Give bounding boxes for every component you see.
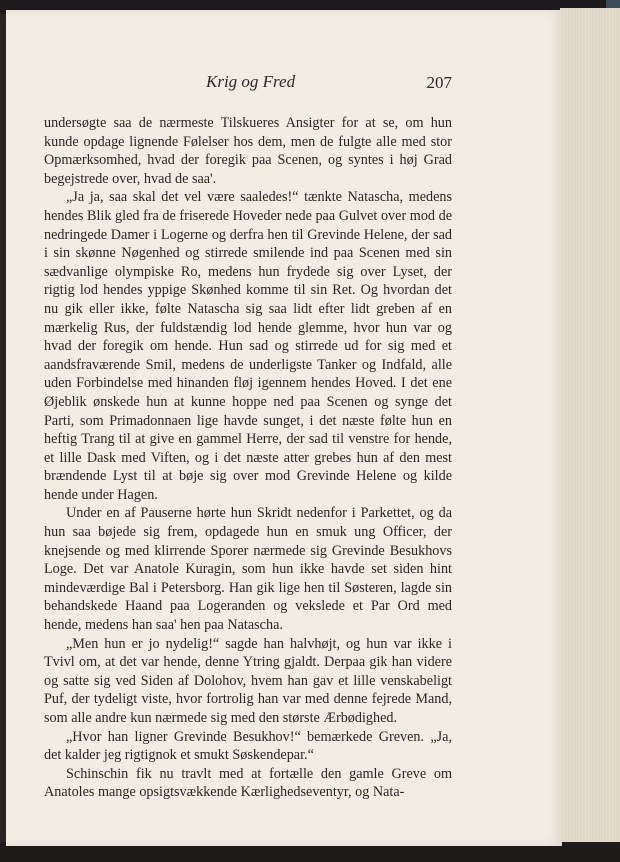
paragraph: „Ja ja, saa skal det vel være saaledes!“ tænkte Natascha, medens hendes Blik gled fra de friserede Hoveder nede paa Gulvet over mod de nedringede Damer i Logerne og derfra hen til Grevinde Helene, der sad i sin skønne Nøgenhed og stirrede smilende ind paa Scenen med sin sædvanlige olympiske Ro, medens hun frydede sig over Lyset, der rigtig lod hendes yppige Skønhed komme til sin Ret. Og hvordan det nu gik eller ikke, følte Natascha sig saa lidt efter lidt greben af en mærkelig Rus, der fuldstændig lod hende glemme, hvor hun var og hvad der foregik om hende. Hun sad og stirrede ud for sig med et aandsfraværende Smil, medens de underligste Tanker og Indfald, alle uden Forbindelse med hinanden fløj igennem hendes Hoved. I det ene Øjeblik ønskede hun at kunne hoppe ned paa Scenen og synge det Parti, som Primadonnaen lige havde sunget, i det næste følte hun en heftig Trang til at give en gammel Herre, der sad til venstre for hende, et lille Dask med Viften, og i det næste atter grebes hun af den mest brændende Lyst til at bøje sig over mod Grevinde Helene og kilde hende under Hagen.: [44, 189, 452, 503]
page-stack-edge: [560, 8, 620, 848]
paragraph: „Men hun er jo nydelig!“ sagde han halvhøjt, og hun var ikke i Tvivl om, at det var hende, denne Ytring gjaldt. Derpaa gik han videre og satte sig ved Siden af Dolohov, hvem han gav et lille venskabeligt Puf, der tydeligt viste, hvor fortrolig han var med denne fejrede Mand, som alle andre kun nærmede sig med den største Ærbødighed.: [44, 635, 452, 726]
paragraph: Under en af Pauserne hørte hun Skridt nedenfor i Parkettet, og da hun saa bøjede sig frem, opdagede hun en smuk ung Officer, der knejsende og med klirrende Sporer nærmede sig Grevinde Besukhovs Loge. Det var Anatole Kuragin, som hun ikke havde set siden hint mindeværdige Bal i Petersborg. Han gik lige hen til Søsteren, lagde sin behandskede Haand paa Logeranden og vekslede et Par Ord med hende, medens han saa' hen paa Natascha.: [44, 505, 452, 634]
body-text: [44, 114, 452, 802]
paragraph: undersøgte saa de nærmeste Tilskueres Ansigter for at se, om hun kunde opdage lignende Følelser hos dem, men de fulgte alle med stor Opmærksomhed, hvad der foregik paa Scenen, og syntes i høj Grad begejstrede over, hvad de saa'.: [44, 115, 452, 187]
book-page: [6, 10, 562, 846]
page-number: 207: [426, 73, 452, 92]
paragraph: „Hvor han ligner Grevinde Besukhov!“ bemærkede Greven. „Ja, det kalder jeg rigtignok et smukt Søskendepar.“: [44, 728, 452, 764]
page-header: [206, 72, 456, 96]
paragraph: Schinschin fik nu travlt med at fortælle den gamle Greve om Anatoles mange opsigtsvækkende Kærlighedseventyr, og Nata-: [44, 765, 452, 801]
running-title: Krig og Fred: [206, 72, 296, 91]
